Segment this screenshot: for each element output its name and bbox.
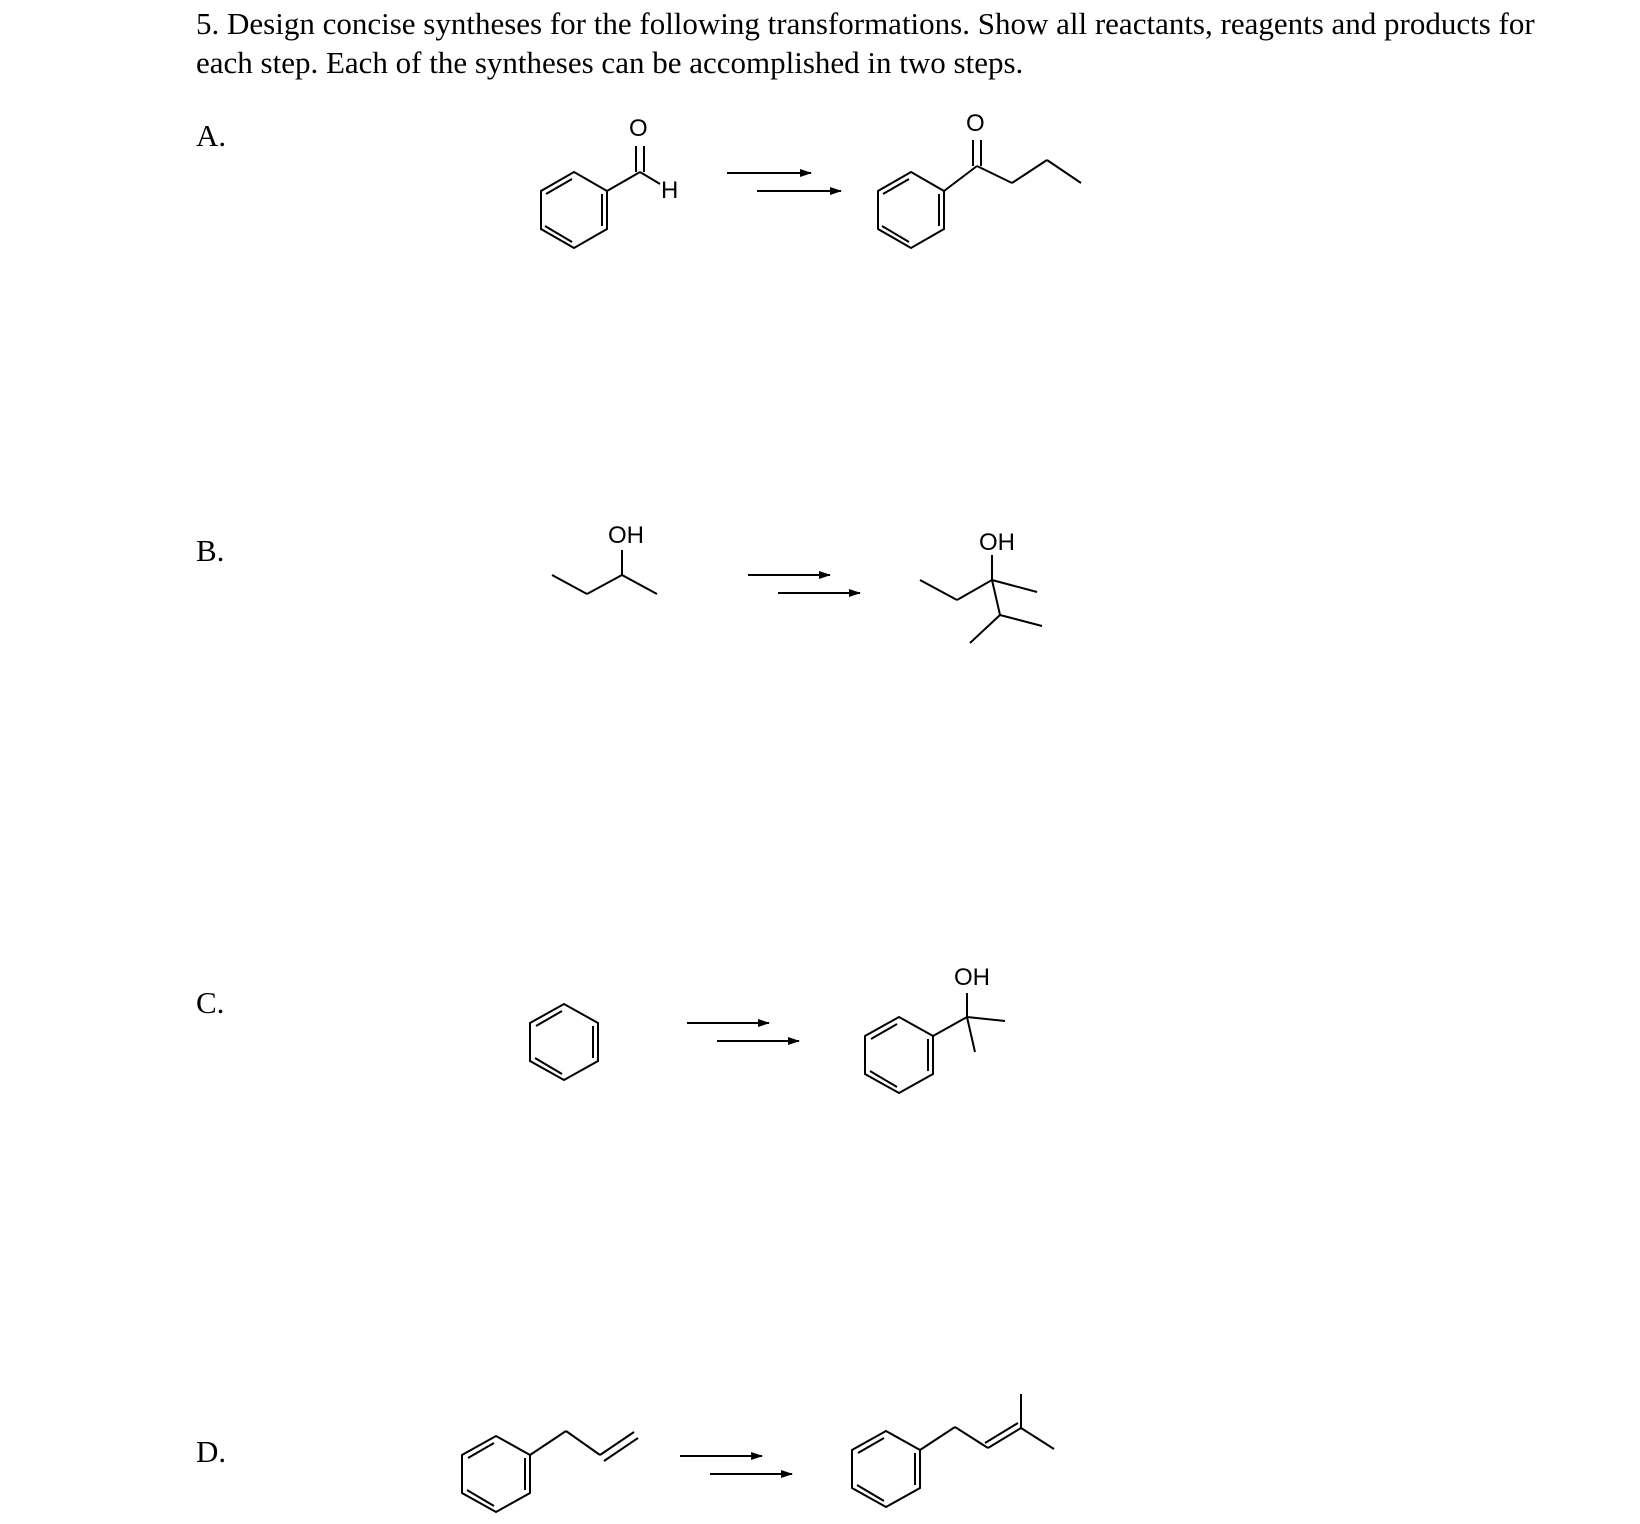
part-d-label: D. [196,1434,227,1469]
part-b-arrows [748,575,860,593]
part-d-reactant [462,1431,638,1512]
part-c-label: C. [196,985,225,1020]
part-a-product [878,110,1081,248]
part-d-arrows [680,1456,792,1474]
part-a-reactant [541,115,678,248]
oxygen-label: O [629,115,648,142]
oxygen-label: O [966,110,985,137]
part-a-label: A. [196,118,227,153]
hydroxyl-label: OH [954,964,990,991]
part-b-product [920,529,1042,643]
part-d-product [852,1394,1054,1507]
part-c-reactant [530,1004,598,1080]
part-c-arrows [687,1023,799,1041]
question-text: 5. Design concise syntheses for the following transformations. Show all reactants, reagents and products for each step. Each of the syntheses can be accomplished in two steps. [196,6,1535,80]
hydroxyl-label: OH [608,522,644,549]
part-b-label: B. [196,533,225,568]
part-b-reactant [552,522,657,594]
part-c-product [865,964,1005,1093]
part-a-arrows [727,173,841,191]
hydroxyl-label: OH [979,529,1015,556]
hydrogen-label: H [661,177,679,204]
